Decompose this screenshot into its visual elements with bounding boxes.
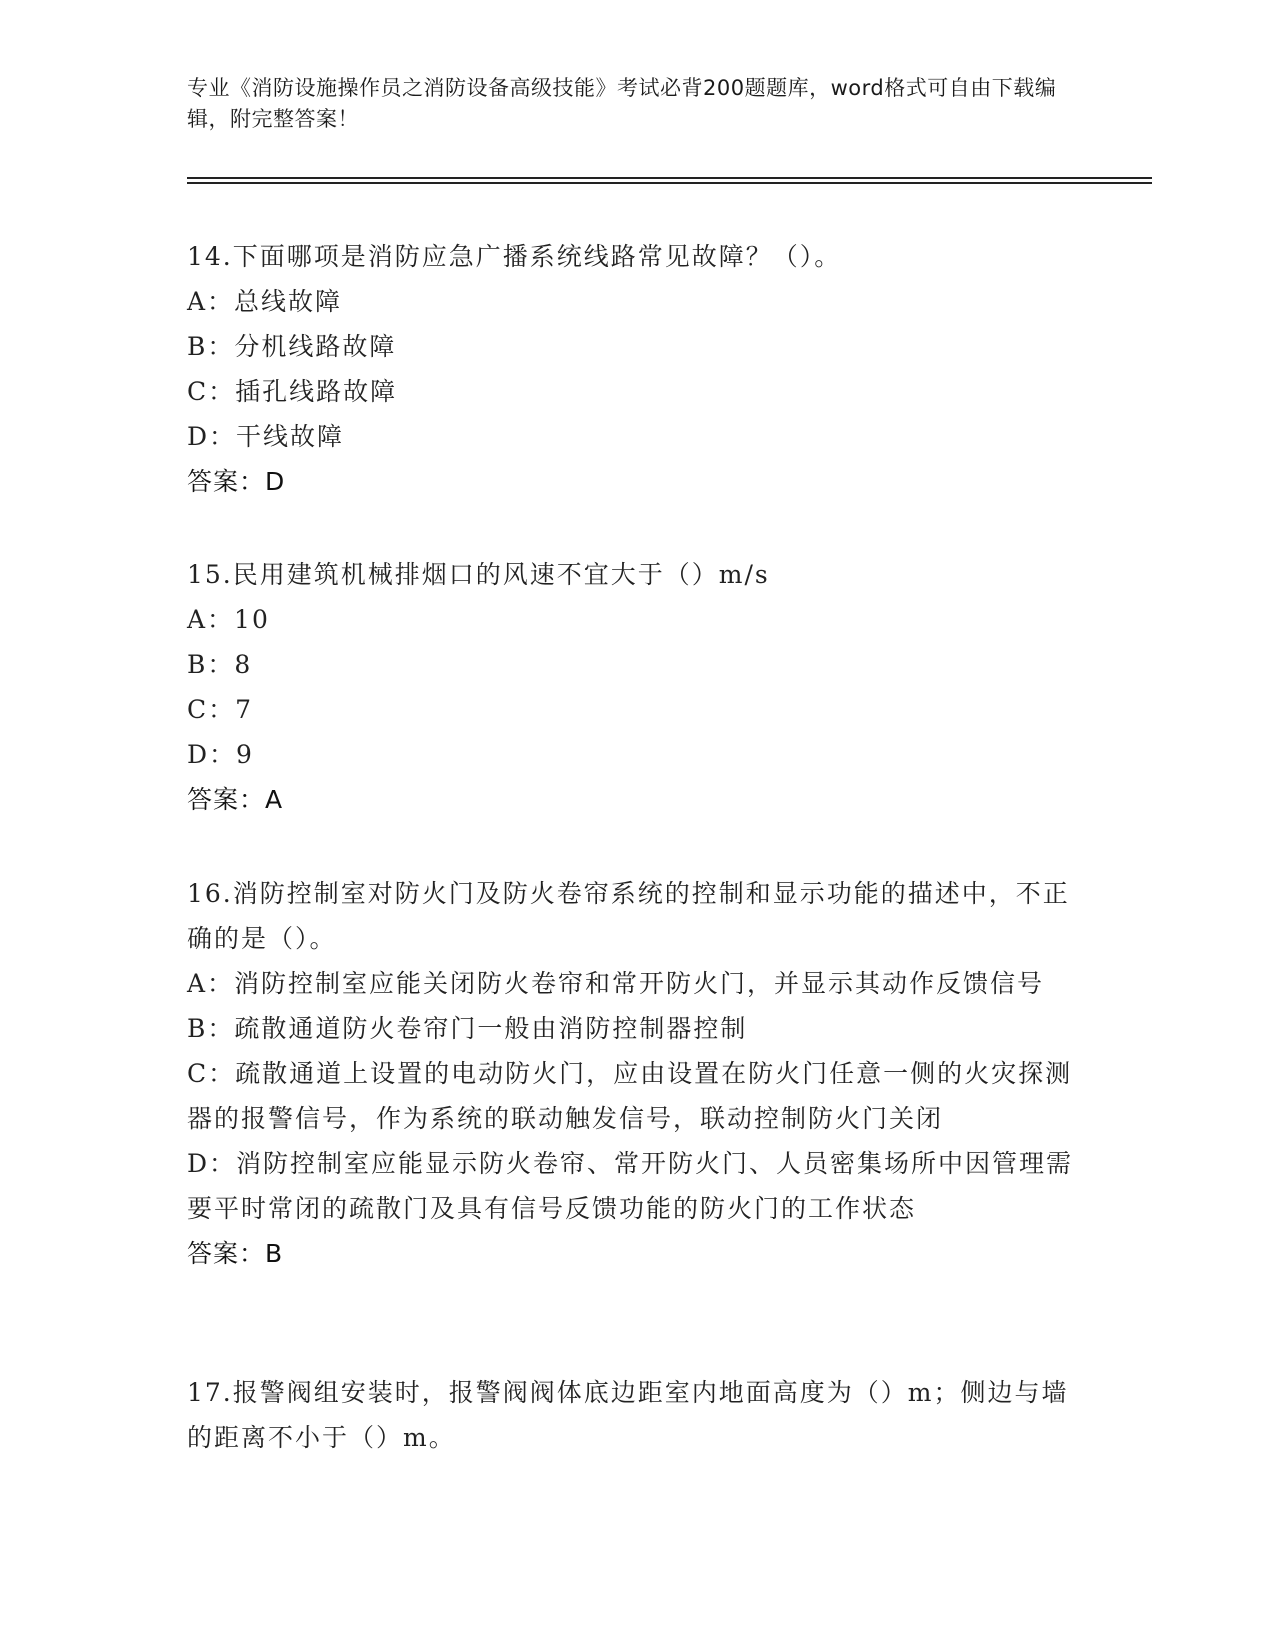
answer: 答案：A: [187, 785, 284, 814]
option-c: C：插孔线路故障: [187, 377, 398, 406]
option-d: D：9: [187, 740, 254, 769]
question-15: [187, 552, 1077, 822]
answer: 答案：B: [187, 1239, 284, 1268]
option-c: C：疏散通道上设置的电动防火门，应由设置在防火门任意一侧的火灾探测器的报警信号，作为系统的联动触发信号，联动控制防火门关闭: [187, 1059, 1073, 1133]
option-b: B：分机线路故障: [187, 332, 397, 361]
question-stem: 17.报警阀组安装时，报警阀阀体底边距室内地面高度为（）m；侧边与墙的距离不小于（）m。: [187, 1378, 1069, 1452]
option-d: D：干线故障: [187, 422, 345, 451]
document-header: [187, 73, 1067, 135]
option-b: B：8: [187, 650, 253, 679]
header-text: 专业《消防设施操作员之消防设备高级技能》考试必背200题题库，word格式可自由下载编辑，附完整答案！: [187, 76, 1057, 131]
question-stem: 14.下面哪项是消防应急广播系统线路常见故障？（）。: [187, 242, 842, 271]
option-a: A：消防控制室应能关闭防火卷帘和常开防火门，并显示其动作反馈信号: [187, 969, 1045, 998]
question-17: [187, 1370, 1077, 1460]
option-b: B：疏散通道防火卷帘门一般由消防控制器控制: [187, 1014, 748, 1043]
answer: 答案：D: [187, 467, 286, 496]
header-divider-top: [187, 177, 1152, 179]
question-16: [187, 871, 1077, 1276]
question-stem: 15.民用建筑机械排烟口的风速不宜大于（）m/s: [187, 560, 770, 589]
header-divider-bottom: [187, 182, 1152, 184]
option-a: A：总线故障: [187, 287, 343, 316]
option-d: D：消防控制室应能显示防火卷帘、常开防火门、人员密集场所中因管理需要平时常闭的疏散门及具有信号反馈功能的防火门的工作状态: [187, 1149, 1074, 1223]
question-14: [187, 234, 1077, 504]
question-stem: 16.消防控制室对防火门及防火卷帘系统的控制和显示功能的描述中，不正确的是（）。: [187, 879, 1070, 953]
option-c: C：7: [187, 695, 254, 724]
option-a: A：10: [187, 605, 270, 634]
